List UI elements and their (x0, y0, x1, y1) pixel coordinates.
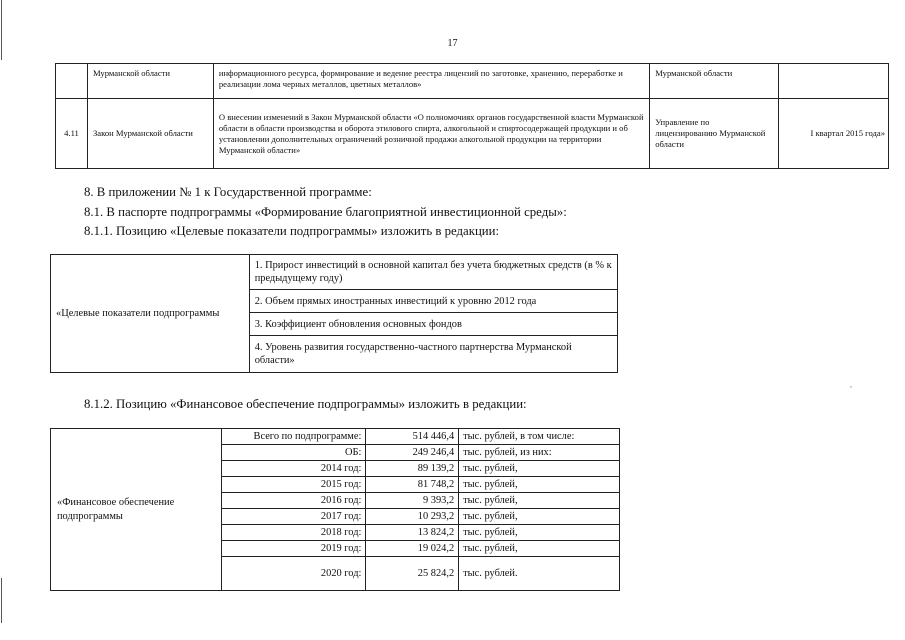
financing-row-label: 2017 год: (221, 509, 366, 525)
target-item: 1. Прирост инвестиций в основной капитал без учета бюджетных средств (в % к предыдущему году) (249, 255, 617, 290)
financing-row-value: 89 139,2 (366, 461, 459, 477)
targets-label: «Целевые показатели подпрограммы (51, 255, 250, 373)
row-executor: Управление по лицензированию Мурманской области (650, 99, 779, 169)
row-number: 4.11 (56, 99, 88, 169)
target-item: 4. Уровень развития государственно-частного партнерства Мурманской области» (249, 336, 617, 373)
scan-speck: , (850, 380, 852, 389)
target-item: 2. Объем прямых иностранных инвестиций к уровню 2012 года (249, 290, 617, 313)
financing-table (50, 428, 620, 591)
financing-row-unit: тыс. рублей, (459, 461, 620, 477)
financing-row-unit: тыс. рублей, (459, 509, 620, 525)
table-row (56, 64, 889, 99)
financing-row-label: 2018 год: (221, 525, 366, 541)
paragraph-8: 8. В приложении № 1 к Государственной программе: (84, 185, 372, 199)
paragraph-8-1: 8.1. В паспорте подпрограммы «Формирование благоприятной инвестиционной среды»: (84, 205, 567, 219)
financing-row-value: 10 293,2 (366, 509, 459, 525)
row-executor: Мурманской области (650, 64, 779, 99)
financing-row-unit: тыс. рублей, (459, 525, 620, 541)
targets-table (50, 254, 618, 373)
financing-row-label: 2014 год: (221, 461, 366, 477)
financing-row-label: ОБ: (221, 445, 366, 461)
financing-row-value: 19 024,2 (366, 541, 459, 557)
financing-row-label: 2016 год: (221, 493, 366, 509)
row-content: информационного ресурса, формирование и ведение реестра лицензий по заготовке, хранению, переработке и реализации лома черных металлов, цветных металлов» (213, 64, 649, 99)
financing-row-label: 2019 год: (221, 541, 366, 557)
scan-edge-mark (1, 578, 2, 623)
financing-row-unit: тыс. рублей, в том числе: (459, 429, 620, 445)
table-row (51, 255, 618, 290)
row-number (56, 64, 88, 99)
table-row (51, 429, 620, 445)
scan-edge-mark (1, 0, 2, 60)
financing-row-value: 25 824,2 (366, 557, 459, 591)
financing-label: «Финансовое обеспечение подпрограммы (51, 429, 222, 591)
financing-row-value: 13 824,2 (366, 525, 459, 541)
paragraph-8-1-2: 8.1.2. Позицию «Финансовое обеспечение подпрограммы» изложить в редакции: (84, 397, 527, 411)
row-subject: Закон Мурманской области (87, 99, 213, 169)
financing-row-unit: тыс. рублей, из них: (459, 445, 620, 461)
financing-row-unit: тыс. рублей, (459, 493, 620, 509)
financing-row-unit: тыс. рублей, (459, 541, 620, 557)
row-subject: Мурманской области (87, 64, 213, 99)
row-deadline (779, 64, 889, 99)
financing-row-unit: тыс. рублей, (459, 477, 620, 493)
financing-row-value: 9 393,2 (366, 493, 459, 509)
financing-row-value: 249 246,4 (366, 445, 459, 461)
paragraph-8-1-1: 8.1.1. Позицию «Целевые показатели подпрограммы» изложить в редакции: (84, 224, 500, 238)
financing-row-unit: тыс. рублей. (459, 557, 620, 591)
page-number: 17 (447, 38, 458, 49)
row-content: О внесении изменений в Закон Мурманской области «О полномочиях органов государственной власти Мурманской области в области производства и оборота этилового спирта, алкогольной и спиртосодержащей продукции и об установлении дополнительных ограничений розничной продажи алкогольной продукции на территории Мурманской области» (213, 99, 649, 169)
financing-row-label: Всего по подпрограмме: (221, 429, 366, 445)
financing-row-label: 2015 год: (221, 477, 366, 493)
financing-row-value: 514 446,4 (366, 429, 459, 445)
table-row (56, 99, 889, 169)
financing-row-value: 81 748,2 (366, 477, 459, 493)
row-deadline: I квартал 2015 года» (779, 99, 889, 169)
legislation-table (55, 63, 889, 169)
financing-row-label: 2020 год: (221, 557, 366, 591)
target-item: 3. Коэффициент обновления основных фондов (249, 313, 617, 336)
